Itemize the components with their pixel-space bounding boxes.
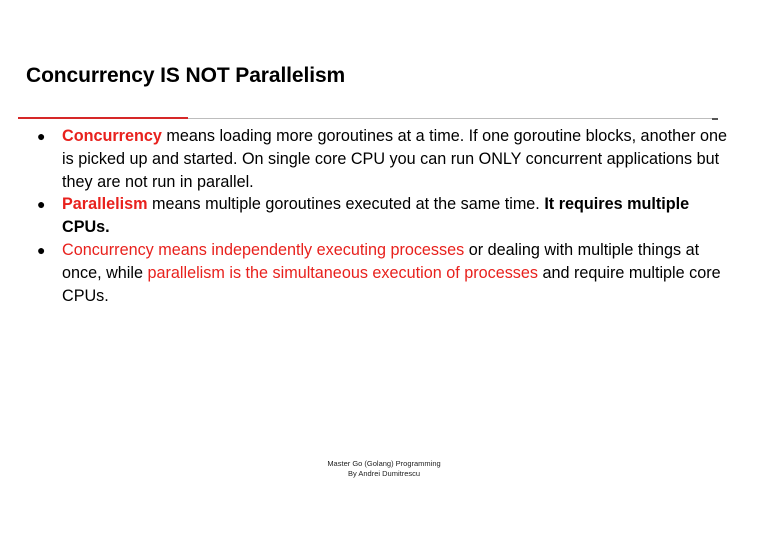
term-concurrency: Concurrency bbox=[62, 127, 162, 145]
term-parallelism: Parallelism bbox=[62, 195, 148, 214]
bullet-item-concurrency bbox=[37, 125, 727, 193]
title-divider-end bbox=[712, 118, 718, 120]
bullet-text: means loading more goroutines at a time. If one goroutine blocks, another one is picked up and started. On single core CPU you can run ONLY concurrent applications but they are not run in parallel. bbox=[62, 127, 727, 191]
bullet-emphasis: It requires multiple CPUs. bbox=[62, 195, 690, 237]
footer-author: By Andrei Dumitrescu bbox=[347, 469, 421, 478]
slide-footer bbox=[0, 459, 768, 479]
bullet-item-parallelism bbox=[37, 193, 727, 239]
bullet-icon: ● bbox=[37, 241, 46, 258]
bullet-item-comparison bbox=[37, 239, 727, 307]
bullet-text: means multiple goroutines executed at the same time. bbox=[147, 195, 545, 214]
bullet-icon: ● bbox=[37, 196, 46, 213]
bullet-icon: ● bbox=[37, 128, 46, 144]
bullet-text: or dealing with multiple things at once, while bbox=[62, 240, 700, 282]
footer-course-title: Master Go (Golang) Programming bbox=[327, 459, 441, 468]
bullet-list bbox=[37, 125, 727, 307]
slide-title: Concurrency IS NOT Parallelism bbox=[26, 64, 346, 87]
highlight-parallelism-definition: parallelism is the simultaneous execution of processes bbox=[147, 263, 538, 282]
bullet-text: and require multiple core CPUs. bbox=[62, 263, 721, 305]
title-divider-accent bbox=[18, 117, 188, 119]
highlight-concurrency-definition: Concurrency means independently executing processes bbox=[62, 240, 465, 259]
